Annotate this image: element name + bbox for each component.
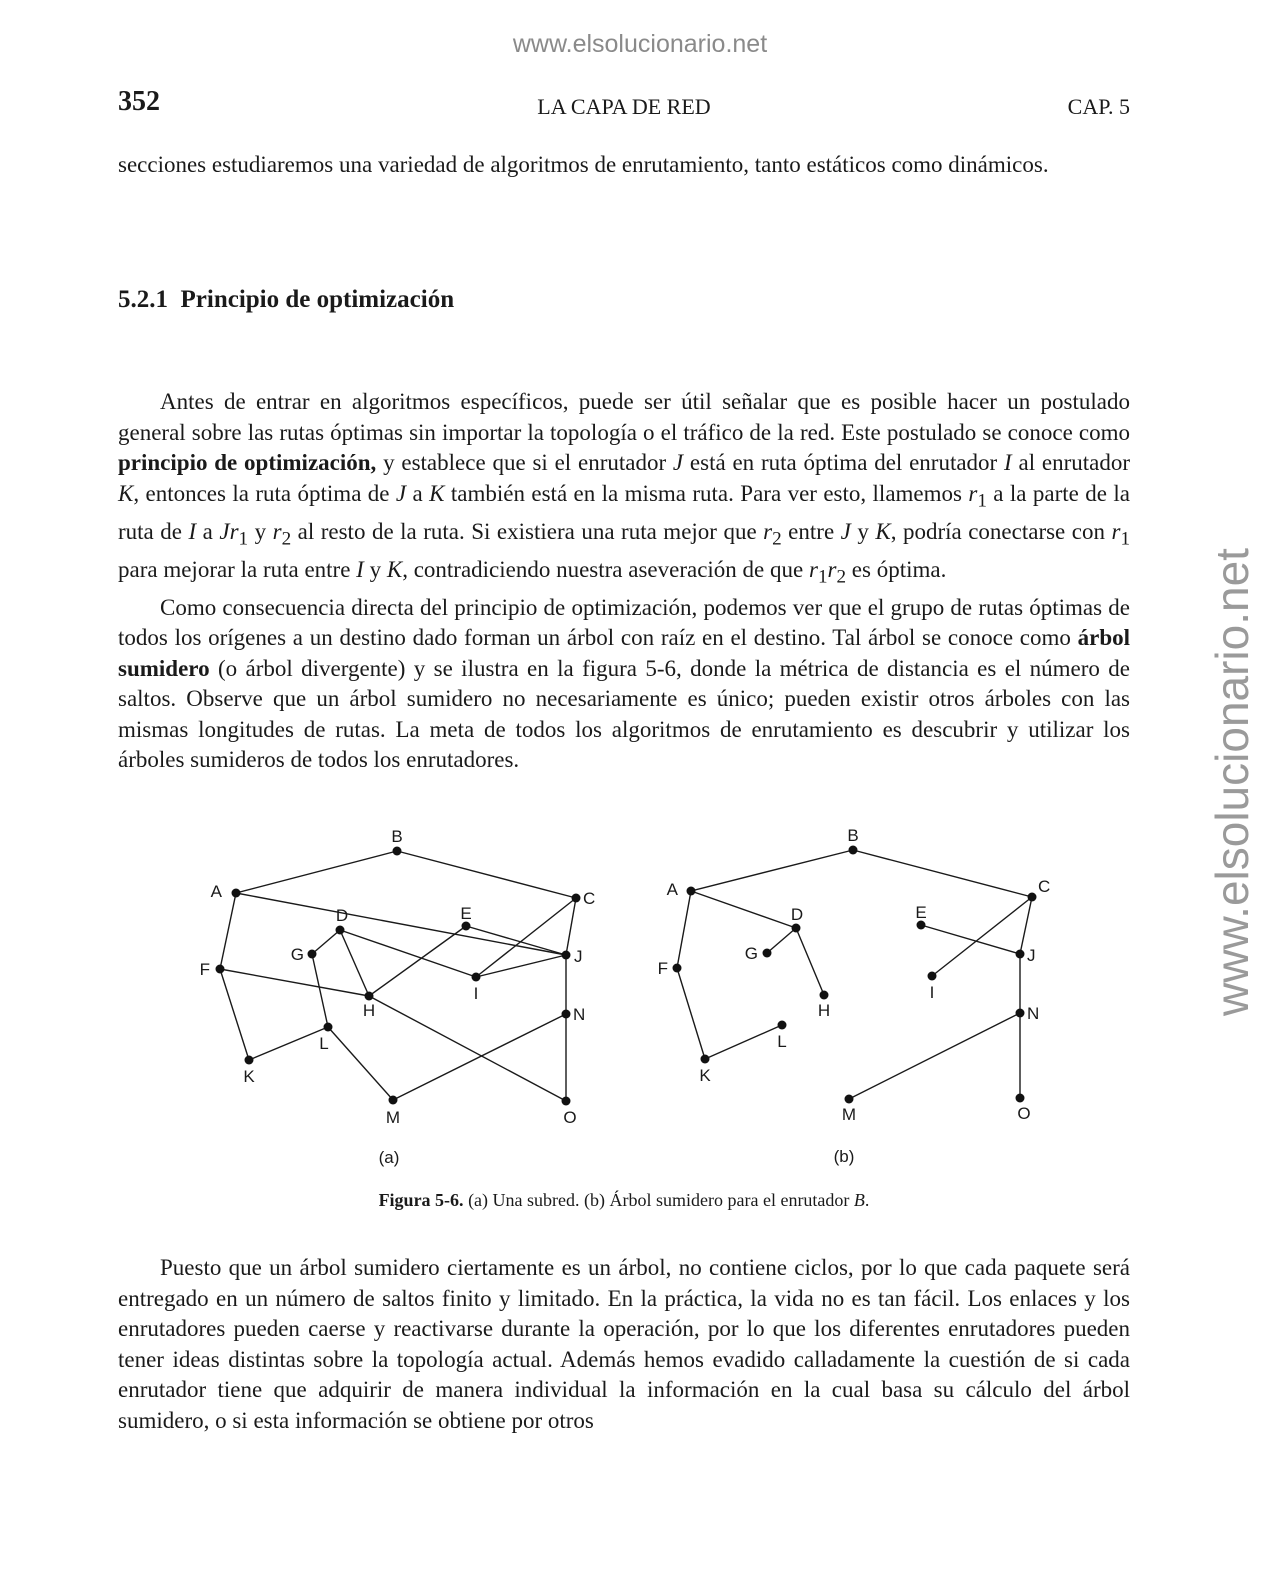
- section-title: Principio de optimización: [180, 286, 455, 313]
- sink-tree-node-label-a: A: [666, 880, 678, 899]
- subnet-edge-f-h: [220, 969, 369, 996]
- sink-tree-edge-e-j: [921, 925, 1020, 954]
- sink-tree-node-label-g: G: [744, 944, 758, 963]
- sink-tree-node-label-m: M: [841, 1105, 857, 1124]
- subnet-node-d: [336, 926, 345, 935]
- sink-tree-node-k: [701, 1055, 710, 1064]
- subnet-node-label-l: L: [319, 1034, 329, 1053]
- sink-tree-node-b: [849, 846, 858, 855]
- sink-tree-node-label-c: C: [1038, 877, 1051, 896]
- subnet-node-h: [365, 992, 374, 1001]
- section-number: 5.2.1: [118, 286, 168, 313]
- sink-tree-node-d: [792, 924, 801, 933]
- subnet-edge-k-l: [249, 1027, 328, 1060]
- sink-tree-edge-d-g: [767, 928, 796, 953]
- subnet-node-label-e: E: [460, 904, 472, 923]
- subnet-node-a: [232, 889, 241, 898]
- subnet-node-label-h: H: [362, 1001, 376, 1020]
- subnet-edge-g-d: [312, 930, 340, 954]
- paragraph-sink-tree-cycles: Puesto que un árbol sumidero ciertamente es un árbol, no contiene ciclos, por lo que cada paquete será entregado en un número de saltos finito y limitado. En la práctica, la vida no es tan fácil. Los enlaces y los enrutadores pueden caerse y reactivarse durante la operación, por lo que los diferentes enrutadores pueden tener ideas distintas sobre la topología actual. Además hemos evadido calladamente la cuestión de si cada enrutador tiene que adquirir de manera individual la información en la cual basa su cálculo del árbol sumidero, o si esta información se obtiene por otros: [118, 1255, 1130, 1433]
- subnet-node-o: [562, 1097, 571, 1106]
- sink-tree-edge-b-a: [691, 850, 853, 891]
- sink-tree-node-label-l: L: [777, 1032, 787, 1051]
- subnet-node-g: [308, 950, 317, 959]
- subnet-node-i: [472, 973, 481, 982]
- subnet-edge-b-c: [397, 851, 576, 898]
- sink-tree-node-g: [763, 949, 772, 958]
- sink-tree-node-o: [1016, 1094, 1025, 1103]
- sink-tree-node-l: [778, 1021, 787, 1030]
- caption-label: Figura 5-6.: [378, 1190, 464, 1210]
- subnet-node-k: [245, 1056, 254, 1065]
- subnet-node-j: [562, 951, 571, 960]
- sink-tree-node-label-d: D: [790, 905, 804, 924]
- sink-tree-node-label-i: I: [929, 983, 935, 1002]
- sink-tree-node-label-k: K: [699, 1066, 711, 1085]
- sink-tree-node-a: [687, 887, 696, 896]
- figure-caption: Figura 5-6. (a) Una subred. (b) Árbol sumidero para el enrutador B.: [378, 1190, 870, 1210]
- sink-tree-node-c: [1028, 893, 1037, 902]
- subnet-node-label-f: F: [199, 960, 210, 979]
- subnet-edge-d-i: [340, 930, 476, 977]
- sink-tree-graph: [658, 826, 1051, 1124]
- intro-paragraph: secciones estudiaremos una variedad de algoritmos de enrutamiento, tanto estáticos como dinámicos.: [118, 152, 1049, 177]
- sink-tree-node-label-b: B: [847, 826, 859, 845]
- subnet-edge-l-g: [312, 954, 328, 1027]
- sink-tree-node-n: [1016, 1009, 1025, 1018]
- sink-tree-edge-f-k: [677, 968, 705, 1059]
- subnet-node-label-i: I: [473, 984, 479, 1003]
- sink-tree-node-label-n: N: [1027, 1004, 1040, 1023]
- watermark-url-top: www.elsolucionario.net: [512, 30, 768, 58]
- subnet-edge-m-l: [328, 1027, 393, 1100]
- subnet-edge-a-f: [220, 893, 236, 969]
- subnet-edge-d-h: [340, 930, 369, 996]
- subnet-node-f: [216, 965, 225, 974]
- subnet-node-c: [572, 894, 581, 903]
- sink-tree-edge-a-f: [677, 891, 691, 968]
- subnet-node-label-m: M: [385, 1108, 401, 1127]
- subnet-node-label-j: J: [574, 947, 583, 966]
- subnet-node-label-d: D: [335, 906, 349, 925]
- term-principle: principio de optimización,: [118, 450, 377, 475]
- sink-tree-node-label-e: E: [915, 903, 927, 922]
- paragraph-sink-tree: Como consecuencia directa del principio de optimización, podemos ver que el grupo de rutas óptimas de todos los orígenes a un destino dado forman un árbol con raíz en el destino. Tal árbol se conoce como árbol sumidero (o árbol divergente) y se ilustra en la figura 5-6, donde la métrica de distancia es el número de saltos. Observe que un árbol sumidero no necesariamente es único; pueden existir otros árboles con las mismas longitudes de rutas. La meta de todos los algoritmos de enrutamiento es descubrir y utilizar los árboles sumideros de todos los enrutadores.: [118, 594, 1130, 773]
- subnet-graph: [200, 827, 596, 1127]
- subnet-node-label-o: O: [563, 1108, 577, 1127]
- sink-tree-node-i: [928, 972, 937, 981]
- sink-tree-edge-c-i: [932, 897, 1032, 976]
- subnet-edge-a-b: [236, 851, 397, 893]
- subnet-edge-h-o: [369, 996, 566, 1101]
- sink-tree-node-label-j: J: [1027, 946, 1036, 965]
- sink-tree-node-label-h: H: [817, 1001, 831, 1020]
- paragraph-principle: Antes de entrar en algoritmos específicos, puede ser útil señalar que es posible hacer un postulado general sobre las rutas óptimas sin importar la topología o el tráfico de la red. Este postulado se conoce como principio de optimización, y establece que si el enrutador J está en ruta óptima del enrutador I al enrutador K, entonces la ruta óptima de J a K también está en la misma ruta. Para ver esto, llamemos $r_1$ a la parte de la ruta de I a $Jr_1$ y $r_2$ al resto de la ruta. Si existiera una ruta mejor que $r_2$ entre J y K, podría conectarse con $r_1$ para mejorar la ruta entre I y K, contradiciendo nuestra aseveración de que $r_1r_2$ es óptima.: [118, 389, 1131, 588]
- watermark-url-side: www.elsolucionario.net: [1206, 548, 1258, 1016]
- page-number: 352: [118, 86, 160, 117]
- subnet-node-b: [393, 847, 402, 856]
- running-title: LA CAPA DE RED: [537, 94, 711, 119]
- sink-tree-edge-a-d: [691, 891, 796, 928]
- figure-label-b: (b): [833, 1147, 855, 1166]
- sink-tree-node-m: [845, 1095, 854, 1104]
- subnet-node-label-n: N: [573, 1005, 586, 1024]
- subnet-node-label-a: A: [210, 882, 222, 901]
- subnet-node-n: [562, 1010, 571, 1019]
- subnet-node-m: [389, 1096, 398, 1105]
- body-block-2: [118, 1253, 1130, 1436]
- subnet-node-label-b: B: [391, 827, 403, 846]
- subnet-node-l: [324, 1023, 333, 1032]
- sink-tree-edge-k-l: [705, 1025, 782, 1059]
- figure-label-a: (a): [378, 1148, 400, 1167]
- subnet-node-label-k: K: [243, 1067, 255, 1086]
- subnet-edge-e-j: [466, 926, 566, 955]
- subnet-node-label-c: C: [583, 889, 596, 908]
- sink-tree-node-label-o: O: [1017, 1104, 1031, 1123]
- sink-tree-edge-d-h: [796, 928, 824, 995]
- sink-tree-node-label-f: F: [657, 959, 668, 978]
- sink-tree-node-f: [673, 964, 682, 973]
- sink-tree-edge-n-m: [849, 1013, 1020, 1099]
- subnet-edge-f-k: [220, 969, 249, 1060]
- term-sink-tree: árbol sumidero: [118, 625, 1130, 681]
- running-chapter: CAP. 5: [1067, 94, 1130, 119]
- sink-tree-node-h: [820, 991, 829, 1000]
- sink-tree-edge-b-c: [853, 850, 1032, 897]
- subnet-edge-h-e: [369, 926, 466, 996]
- sink-tree-node-j: [1016, 950, 1025, 959]
- subnet-node-label-g: G: [290, 945, 304, 964]
